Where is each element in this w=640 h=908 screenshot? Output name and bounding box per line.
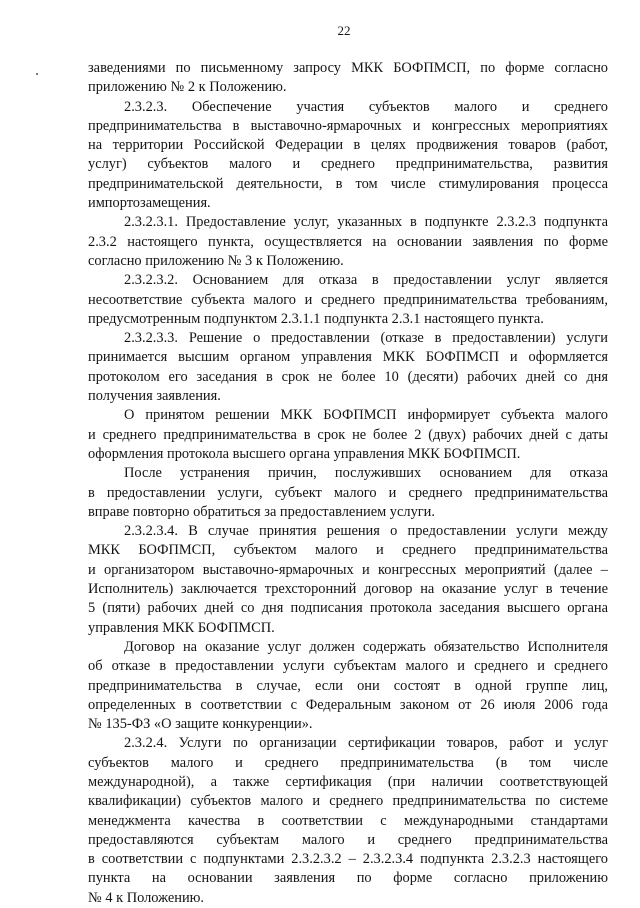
text-line: и организатором выставочно-ярмарочных и конгрессных мероприятий (далее – [88,561,608,578]
text-line: МКК БОФПМСП, субъектом малого и среднего предпринимательства [88,542,608,559]
text-line: согласно приложению № 3 к Положению. [88,252,344,269]
text-line: предпринимательской деятельности, в том числе стимулирования процесса [88,175,608,192]
text-line: приложению № 2 к Положению. [88,79,287,96]
text-line: 2.3.2 настоящего пункта, осуществляется на основании заявления по форме [88,233,608,250]
text-line: предоставляются субъектам малого и среднего предпринимательства [88,831,608,848]
text-line: несоответствие субъекта малого и среднего предпринимательства требованиям, [88,291,608,308]
text-line: 5 (пяти) рабочих дней со дня подписания протокола заседания высшего органа [88,600,608,617]
text-line: оформления протокола высшего органа управления МКК БОФПМСП. [88,445,521,462]
text-line: квалификации) субъектов малого и среднего предпринимательства по системе [88,793,608,810]
text-line: Исполнитель) заключается трехсторонний договор на оказание услуг в течение [88,581,608,598]
text-line: пункта на основании заявления по форме согласно приложению [88,870,608,887]
text-line: предпринимательства в случае, если они состоят в одной группе лиц, [88,677,608,694]
text-line: субъектов малого и среднего предпринимательства (в том числе [88,754,608,771]
text-line: заведениями по письменному запросу МКК БОФПМСП, по форме согласно [88,60,608,76]
text-line: № 4 к Положению. [88,889,205,906]
text-line: услуг) субъектов малого и среднего предпринимательства, развития [88,156,608,173]
text-line: предпринимательства в выставочно-ярмарочных и конгрессных мероприятиях [88,117,608,134]
text-line: в предоставлении услуги, субъект малого и среднего предпринимательства [88,484,608,501]
text-line: 2.3.2.3.1. Предоставление услуг, указанных в подпункте 2.3.2.3 подпункта [124,214,608,231]
text-line: управления МКК БОФПМСП. [88,619,275,636]
text-line: вправе повторно обратиться за предоставлением услуги. [88,503,435,520]
text-line: и среднего предпринимательства в срок не более 2 (двух) рабочих дней с даты [88,426,608,443]
page-number: 22 [337,23,351,38]
text-line: О принятом решении МКК БОФПМСП информирует субъекта малого [124,407,608,424]
text-line: 2.3.2.3.2. Основанием для отказа в предоставлении услуг является [124,272,608,289]
text-line: протоколом его заседания в срок не более 10 (десяти) рабочих дней со дня [88,368,608,385]
text-line: импортозамещения. [88,195,211,212]
text-line: международной), а также сертификация (при наличии соответствующей [88,773,608,790]
text-line: № 135-ФЗ «О защите конкуренции». [88,716,313,733]
scan-artifact-dot [36,73,38,75]
text-line: предусмотренным подпунктом 2.3.1.1 подпункта 2.3.1 настоящего пункта. [88,310,544,327]
text-line: определенных в соответствии с Федеральным законом от 26 июля 2006 года [88,696,608,713]
document-body [88,59,608,908]
text-line: принимается высшим органом управления МКК БОФПМСП и оформляется [88,349,608,366]
text-line: 2.3.2.3. Обеспечение участия субъектов малого и среднего [124,98,608,115]
text-line: 2.3.2.4. Услуги по организации сертификации товаров, работ и услуг [124,735,608,752]
text-line: получения заявления. [88,388,221,405]
text-line: 2.3.2.3.3. Решение о предоставлении (отказе в предоставлении) услуги [124,330,608,347]
text-line: 2.3.2.3.4. В случае принятия решения о предоставлении услуги между [124,523,608,540]
text-line: менеджмента качества в соответствии с международными стандартами [88,812,608,829]
text-line: После устранения причин, послуживших основанием для отказа [124,465,608,482]
text-line: Договор на оказание услуг должен содержать обязательство Исполнителя [124,638,608,655]
text-line: об отказе в предоставлении услуги субъектам малого и среднего и среднего [88,658,608,675]
text-line: в соответствии с подпунктами 2.3.2.3.2 – 2.3.2.3.4 подпункта 2.3.2.3 настоящего [88,851,608,868]
text-line: на территории Российской Федерации в целях продвижения товаров (работ, [88,137,608,154]
